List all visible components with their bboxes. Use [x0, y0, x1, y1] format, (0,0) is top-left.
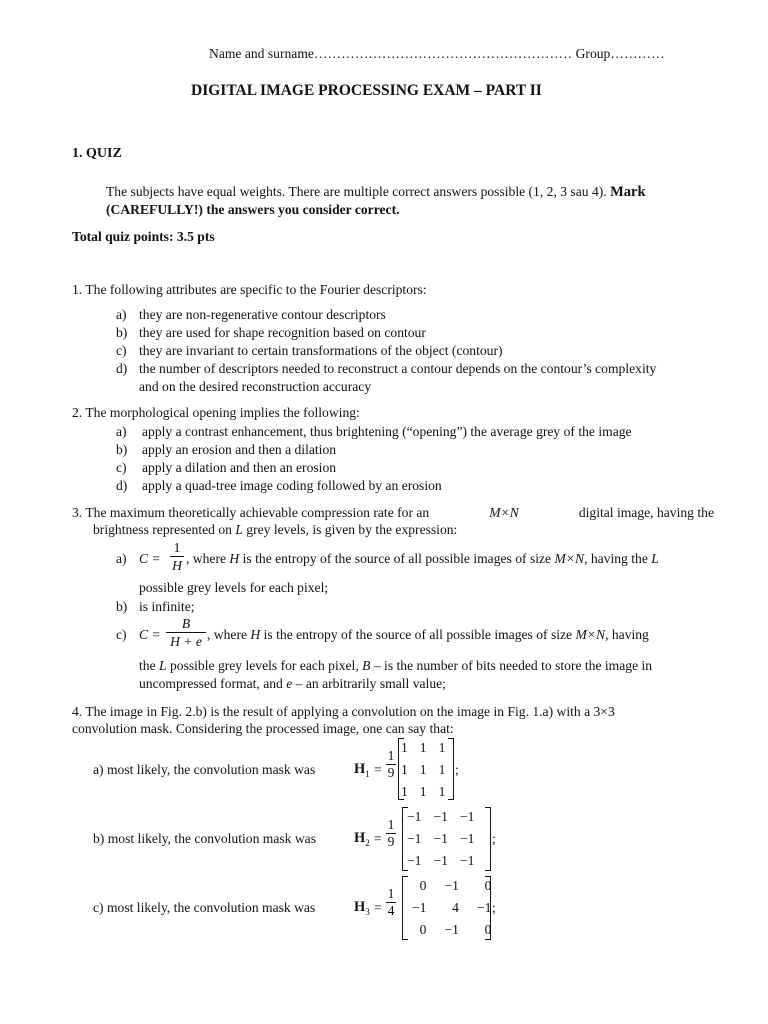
q4-b-semicolon: ; — [492, 831, 496, 846]
q4-a-equals: = — [374, 762, 382, 777]
q3-a-text — [186, 550, 659, 568]
q3-c-line2-l: L — [159, 658, 167, 673]
matrix-cell: 0 — [419, 922, 427, 937]
q4-c-h — [354, 899, 370, 921]
matrix-row — [389, 759, 445, 781]
q4-b-h-letter: H — [354, 830, 366, 846]
q3-stem-text: 3. The maximum theoretically achievable compression rate for an — [72, 505, 430, 520]
q3-c-numerator: B — [181, 616, 191, 631]
q4-option-a-label: a) most likely, the convolution mask was — [93, 762, 316, 777]
q3-a-text1: , where — [186, 551, 227, 566]
q3-a-letter: a) — [116, 551, 127, 566]
matrix-cell: −1 — [407, 809, 422, 824]
q3-a-l: L — [651, 551, 659, 566]
q4-b-bracket-right — [485, 807, 491, 871]
q2-b-letter: b) — [116, 442, 128, 457]
q3-c-fraction — [166, 616, 206, 649]
matrix-cell: 1 — [438, 762, 446, 777]
matrix-cell: −1 — [444, 922, 459, 937]
q4-b-denominator: 9 — [387, 834, 395, 849]
quiz-heading: 1. QUIZ — [72, 146, 122, 161]
matrix-row — [389, 737, 445, 759]
q1-b-letter: b) — [116, 325, 128, 340]
q4-c-subscript: 3 — [365, 906, 370, 917]
q3-stem-line2 — [93, 521, 457, 539]
q4-stem-line1: 4. The image in Fig. 2.b) is the result of applying a convolution on the image in Fig. 1.a) with a 3×3 — [72, 704, 615, 719]
q4-option-c-label: c) most likely, the convolution mask was — [93, 900, 316, 915]
q3-c-line3-text2: – an arbitrarily small value; — [295, 676, 446, 691]
matrix-cell: 1 — [438, 784, 446, 799]
q3-c-text2: is the entropy of the source of all possible images of size — [263, 627, 573, 642]
q4-a-bracket-right — [448, 738, 454, 800]
q3-c-text — [207, 626, 649, 644]
q3-a-numerator: 1 — [173, 540, 181, 555]
q3-a-denominator: H — [172, 558, 182, 573]
matrix-cell: 0 — [484, 922, 492, 937]
matrix-cell: −1 — [459, 809, 475, 824]
matrix-cell: 1 — [419, 784, 427, 799]
q3-c-text1: , where — [207, 627, 248, 642]
q2-option-a: apply a contrast enhancement, thus brightening (“opening”) the average grey of the image — [142, 424, 632, 439]
q3-a-text2: is the entropy of the source of all possible images of size — [242, 551, 552, 566]
q3-c-line3-text1: uncompressed format, and — [139, 676, 283, 691]
matrix-row — [398, 897, 491, 919]
q1-option-a: they are non-regenerative contour descriptors — [139, 307, 386, 322]
matrix-cell: 1 — [401, 784, 408, 799]
q3-c-lhs: C = — [139, 627, 161, 642]
instructions-text: The subjects have equal weights. There are multiple correct answers possible (1, 2, 3 sau 4). — [106, 184, 607, 199]
q3-c-fraction-bar — [166, 632, 206, 633]
q1-stem: 1. The following attributes are specific to the Fourier descriptors: — [72, 282, 427, 297]
q3-a-fraction — [170, 540, 184, 573]
quiz-instructions — [106, 183, 646, 202]
q3-stem-line1 — [72, 504, 714, 522]
name-surname-line: Name and surname………………………………………………… Group………… — [209, 46, 665, 61]
q4-b-h — [354, 830, 370, 852]
q4-a-h-letter: H — [354, 761, 366, 777]
q2-option-c: apply a dilation and then an erosion — [142, 460, 337, 475]
instructions-emphasis: (CAREFULLY!) the answers you consider correct. — [106, 202, 400, 217]
q3-a-fraction-bar — [170, 556, 184, 557]
q2-option-d: apply a quad-tree image coding followed by an erosion — [142, 478, 442, 493]
matrix-cell: 1 — [401, 762, 408, 777]
q2-d-letter: d) — [116, 478, 128, 493]
q3-c-line2-b: B — [362, 658, 371, 673]
matrix-row — [395, 806, 474, 828]
q4-option-b-label: b) most likely, the convolution mask was — [93, 831, 317, 846]
q3-c-h: H — [250, 627, 261, 642]
q4-a-h — [354, 761, 370, 783]
q3-c-letter: c) — [116, 627, 127, 642]
matrix-cell: −1 — [433, 853, 448, 868]
q3-a-text3: , having the — [584, 551, 648, 566]
q1-a-letter: a) — [116, 307, 127, 322]
q3-a-lhs: C = — [139, 551, 161, 566]
q3-c-line2-text1: the — [139, 658, 156, 673]
instructions-mark: Mark — [610, 184, 646, 200]
q3-a-line2: possible grey levels for each pixel; — [139, 580, 329, 595]
q1-option-d-line2: and on the desired reconstruction accuracy — [139, 379, 372, 394]
q3-c-line2-text2: possible grey levels for each pixel, — [169, 658, 359, 673]
q1-option-c: they are invariant to certain transformations of the object (contour) — [139, 343, 503, 358]
q4-c-matrix — [398, 875, 491, 941]
q2-c-letter: c) — [116, 460, 127, 475]
q4-c-h-letter: H — [354, 899, 366, 915]
q3-a-mn: M×N — [554, 551, 585, 566]
q3-a-h: H — [229, 551, 240, 566]
matrix-cell: −1 — [459, 853, 475, 868]
matrix-cell: 4 — [452, 900, 459, 915]
matrix-cell: 0 — [484, 878, 492, 893]
matrix-cell: −1 — [412, 900, 427, 915]
q3-c-mn: M×N — [575, 627, 606, 642]
matrix-cell: 0 — [419, 878, 427, 893]
matrix-cell: 1 — [419, 762, 427, 777]
matrix-row — [398, 875, 491, 897]
q2-stem: 2. The morphological opening implies the following: — [72, 405, 360, 420]
q4-a-semicolon: ; — [455, 762, 459, 777]
matrix-cell: −1 — [407, 831, 422, 846]
matrix-row — [398, 919, 491, 941]
q4-a-denominator: 9 — [387, 765, 395, 780]
q4-a-matrix — [389, 737, 445, 803]
q2-option-b: apply an erosion and then a dilation — [142, 442, 337, 457]
q4-c-fraction — [386, 887, 396, 918]
exam-title: DIGITAL IMAGE PROCESSING EXAM – PART II — [191, 82, 542, 99]
matrix-cell: 1 — [419, 740, 427, 755]
q3-c-denominator: H + e — [170, 634, 202, 649]
matrix-cell: −1 — [444, 878, 459, 893]
q4-stem-line2: convolution mask. Considering the processed image, one can say that: — [72, 721, 454, 736]
q4-a-numerator: 1 — [387, 748, 395, 763]
q4-b-numerator: 1 — [387, 817, 395, 832]
q4-c-semicolon: ; — [492, 900, 496, 915]
q3-c-line3 — [139, 675, 446, 693]
q3-c-line3-e: e — [286, 676, 293, 691]
q1-option-b: they are used for shape recognition based on contour — [139, 325, 426, 340]
q1-d-letter: d) — [116, 361, 128, 376]
q3-b-letter: b) — [116, 599, 128, 614]
q3-stem-text3: brightness represented on — [93, 522, 232, 537]
q4-c-equals: = — [374, 900, 382, 915]
q3-c-text3: , having — [605, 627, 649, 642]
q4-a-subscript: 1 — [365, 768, 370, 779]
matrix-cell: −1 — [433, 809, 448, 824]
q4-c-bracket-right — [485, 876, 491, 940]
q3-stem-mn: M×N — [489, 505, 519, 520]
matrix-row — [395, 850, 474, 872]
q3-c-line2-text3: – is the number of bits needed to store the image in — [373, 658, 653, 673]
total-points: Total quiz points: 3.5 pts — [72, 229, 215, 244]
matrix-row — [389, 781, 445, 803]
matrix-cell: −1 — [476, 900, 492, 915]
matrix-cell: 1 — [438, 740, 446, 755]
q3-option-b: is infinite; — [139, 599, 195, 614]
q4-b-subscript: 2 — [365, 837, 370, 848]
matrix-cell: 1 — [401, 740, 408, 755]
q4-c-denominator: 4 — [387, 903, 395, 918]
q1-option-d-line1: the number of descriptors needed to reconstruct a contour depends on the contour’s complexity — [139, 361, 657, 376]
q3-stem-text2: digital image, having the — [578, 505, 714, 520]
matrix-cell: −1 — [407, 853, 422, 868]
q3-stem-text4: grey levels, is given by the expression: — [246, 522, 458, 537]
q1-c-letter: c) — [116, 343, 127, 358]
q3-c-line2 — [139, 657, 652, 675]
q4-b-matrix — [395, 806, 474, 872]
q2-a-letter: a) — [116, 424, 127, 439]
q4-c-numerator: 1 — [387, 886, 395, 901]
matrix-cell: −1 — [459, 831, 475, 846]
matrix-cell: −1 — [433, 831, 448, 846]
matrix-row — [395, 828, 474, 850]
q4-b-equals: = — [374, 831, 382, 846]
q3-stem-l: L — [235, 522, 243, 537]
